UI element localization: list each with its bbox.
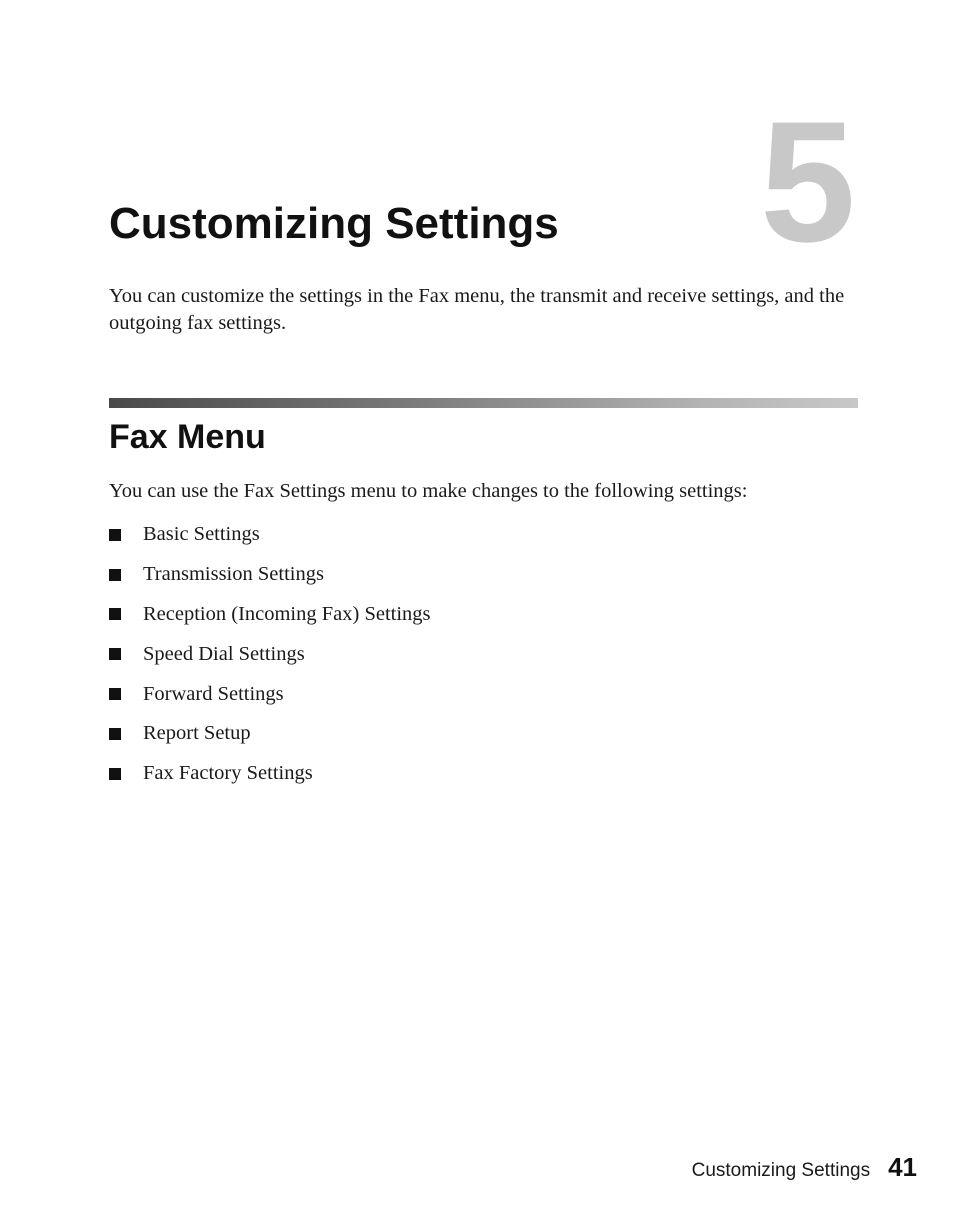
section-title: Fax Menu bbox=[109, 418, 266, 456]
list-item bbox=[109, 674, 431, 714]
list-item bbox=[109, 754, 431, 794]
chapter-intro: You can customize the settings in the Fax menu, the transmit and receive settings, and the outgoing fax settings. bbox=[109, 285, 845, 334]
bullet-icon bbox=[109, 569, 121, 581]
bullet-icon bbox=[109, 648, 121, 660]
list-item-label: Forward Settings bbox=[143, 682, 284, 705]
list-item bbox=[109, 634, 431, 674]
footer-chapter-title: Customizing Settings bbox=[691, 1160, 871, 1181]
list-item-label: Basic Settings bbox=[143, 523, 260, 546]
bullet-icon bbox=[109, 768, 121, 780]
section-divider bbox=[109, 398, 858, 408]
list-item bbox=[109, 515, 431, 555]
chapter-number: 5 bbox=[760, 86, 854, 278]
bullet-icon bbox=[109, 728, 121, 740]
list-item bbox=[109, 555, 431, 595]
list-item bbox=[109, 595, 431, 635]
list-item bbox=[109, 714, 431, 754]
list-item-label: Reception (Incoming Fax) Settings bbox=[143, 602, 431, 625]
page-number: 41 bbox=[888, 1152, 917, 1182]
section-intro: You can use the Fax Settings menu to make changes to the following settings: bbox=[109, 480, 748, 502]
settings-list bbox=[109, 515, 431, 794]
list-item-label: Transmission Settings bbox=[143, 563, 324, 586]
bullet-icon bbox=[109, 608, 121, 620]
page-footer bbox=[692, 1152, 917, 1183]
chapter-title: Customizing Settings bbox=[109, 199, 559, 248]
bullet-icon bbox=[109, 529, 121, 541]
list-item-label: Speed Dial Settings bbox=[143, 642, 305, 665]
list-item-label: Report Setup bbox=[143, 722, 251, 745]
bullet-icon bbox=[109, 688, 121, 700]
list-item-label: Fax Factory Settings bbox=[143, 762, 313, 785]
